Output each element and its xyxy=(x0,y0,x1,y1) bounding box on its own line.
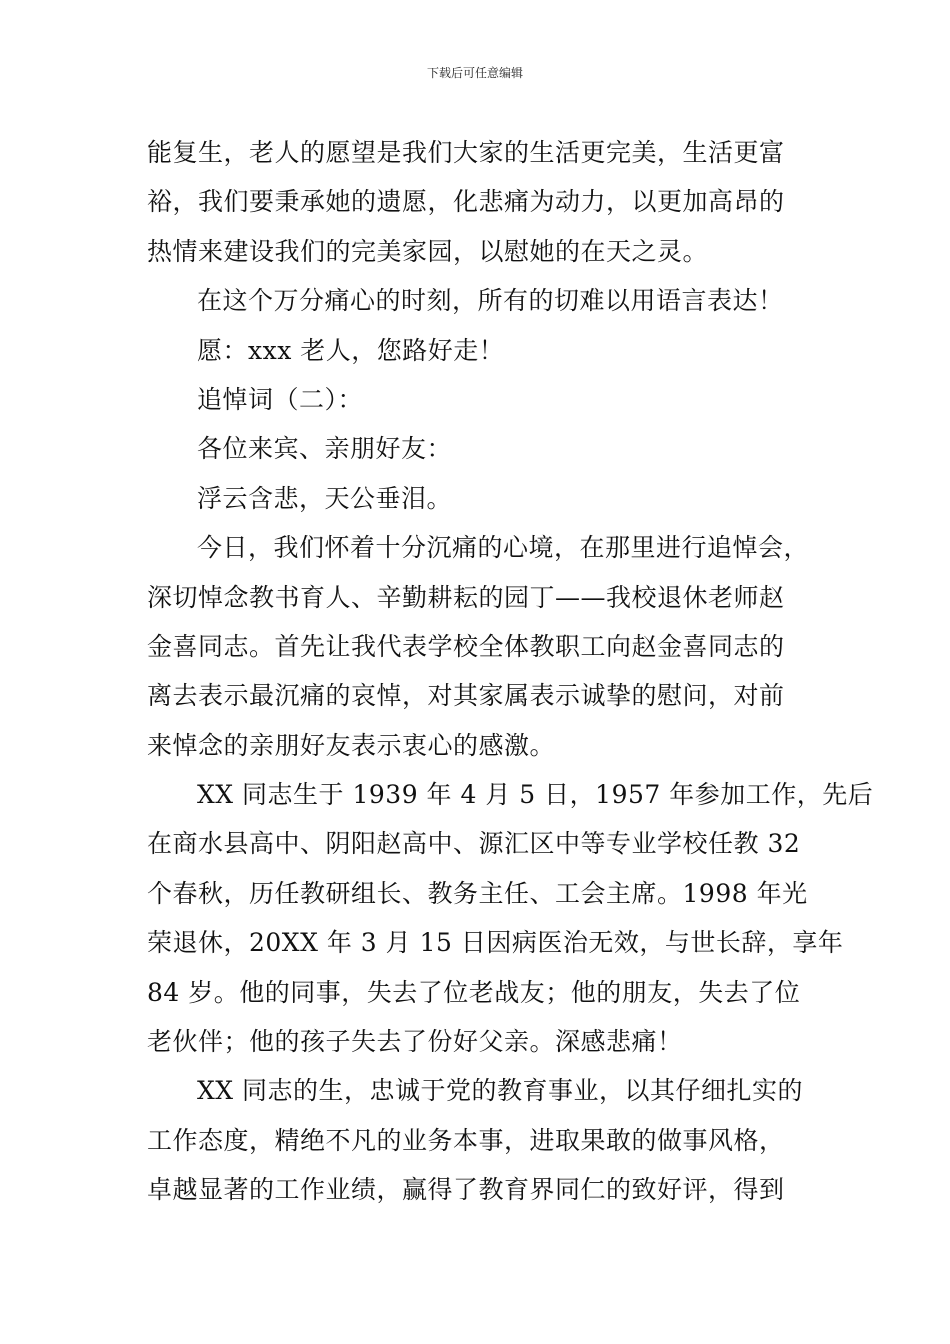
text-line: 今日，我们怀着十分沉痛的心境，在那里进行追悼会， xyxy=(197,533,810,563)
text-line: 热情来建设我们的完美家园，以慰她的在天之灵。 xyxy=(147,236,709,266)
text-line: 工作态度，精绝不凡的业务本事，进取果敢的做事风格， xyxy=(147,1125,785,1155)
text-line: 在商水县高中、阴阳赵高中、源汇区中等专业学校任教 32 xyxy=(147,829,801,859)
text-line: 老伙伴；他的孩子失去了份好父亲。深感悲痛！ xyxy=(147,1027,683,1057)
text-line: 荣退休，20XX 年 3 月 15 日因病医治无效，与世长辞，享年 xyxy=(147,928,844,958)
text-line: 个春秋，历任教研组长、教务主任、工会主席。1998 年光 xyxy=(147,878,808,908)
salutation: 各位来宾、亲朋好友： xyxy=(197,434,453,464)
text-line: XX 同志的生，忠诚于党的教育事业，以其仔细扎实的 xyxy=(197,1076,804,1106)
text-line: 在这个万分痛心的时刻，所有的切难以用语言表达！ xyxy=(197,286,784,316)
text-line: 来悼念的亲朋好友表示衷心的感激。 xyxy=(147,730,556,760)
text-line: XX 同志生于 1939 年 4 月 5 日，1957 年参加工作，先后 xyxy=(197,780,874,810)
text-line: 浮云含悲，天公垂泪。 xyxy=(197,483,453,513)
text-line: 能复生，老人的愿望是我们大家的生活更完美，生活更富 xyxy=(147,138,785,167)
text-line: 离去表示最沉痛的哀悼，对其家属表示诚挚的慰问，对前 xyxy=(147,681,785,711)
text-line: 卓越显著的工作业绩，赢得了教育界同仁的致好评，得到 xyxy=(147,1175,785,1205)
text-line: 裕，我们要秉承她的遗愿，化悲痛为动力，以更加高昂的 xyxy=(147,187,785,217)
text-line: 愿：xxx 老人，您路好走！ xyxy=(197,335,505,365)
section-title: 追悼词（二）： xyxy=(197,384,364,414)
document-body xyxy=(147,128,874,1215)
text-line: 深切悼念教书育人、辛勤耕耘的园丁——我校退休老师赵 xyxy=(147,582,785,612)
text-line: 金喜同志。首先让我代表学校全体教职工向赵金喜同志的 xyxy=(147,631,785,661)
text-line: 84 岁。他的同事，失去了位老战友；他的朋友，失去了位 xyxy=(147,977,801,1007)
page-header-note: 下载后可任意编辑 xyxy=(426,66,523,80)
